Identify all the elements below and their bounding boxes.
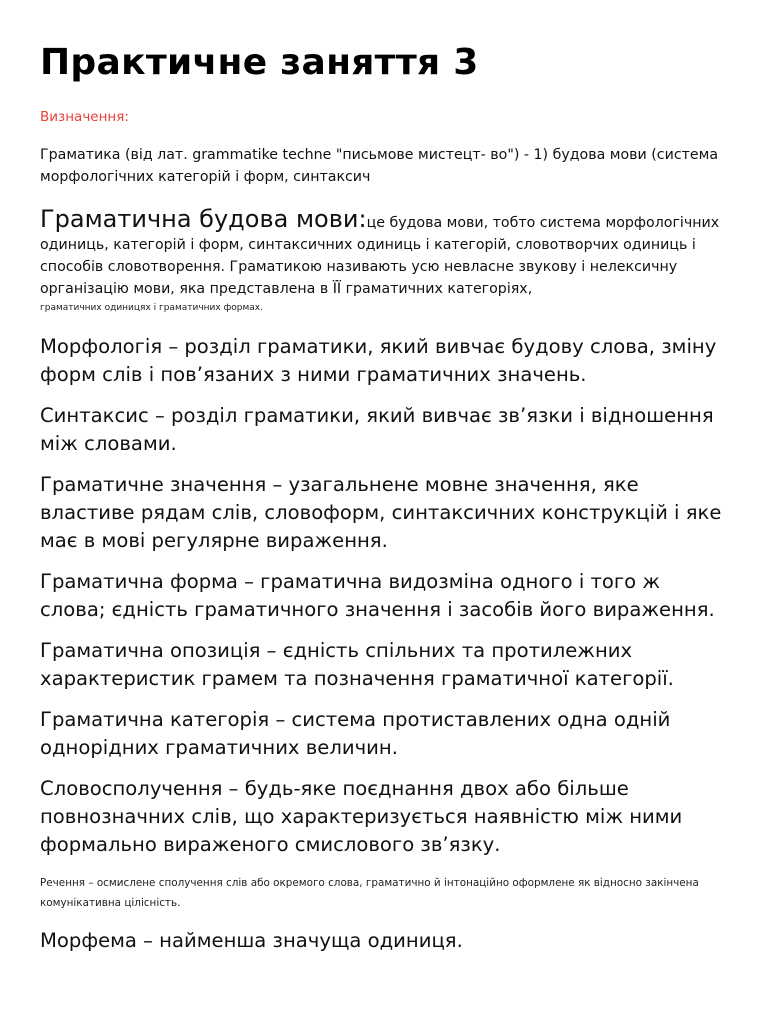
page-title: Практичне заняття 3 [40, 42, 479, 83]
sentence-definition: Речення – осмислене сполучення слів або окремого слова, граматично й інтонаційно оформлене як відносно закінчена комунікативна цілісність. [40, 877, 699, 909]
phrase-definition: Словосполучення – будь-яке поєднання двох або більше повнозначних слів, що характеризується наявністю між ними формально вираженого смислового зв’язку. [40, 777, 683, 856]
definitions-label: Визначення: [40, 109, 129, 125]
syntax-definition: Синтаксис – розділ граматики, який вивчає зв’язки і відношення між словами. [40, 404, 714, 455]
grammatical-meaning-definition: Граматичне значення – узагальнене мовне значення, яке властиве рядам слів, словоформ, синтаксичних конструкцій і яке має в мові регулярне вираження. [40, 473, 722, 552]
grammar-structure-lead: Граматична будова мови: [40, 205, 367, 233]
grammatical-opposition-definition: Граматична опозиція – єдність спільних та протилежних характеристик грамем та позначення граматичної категорії. [40, 639, 674, 690]
morpheme-definition: Морфема – найменша значуща одиниця. [40, 929, 463, 952]
morphology-definition: Морфологія – розділ граматики, який вивчає будову слова, зміну форм слів і пов’язаних з ними граматичних значень. [40, 335, 717, 386]
grammatical-form-definition: Граматична форма – граматична видозміна одного і того ж слова; єдність граматичного значення і засобів його вираження. [40, 570, 715, 621]
grammatical-category-definition: Граматична категорія – система протиставлених одна одній однорідних граматичних величин. [40, 708, 671, 759]
grammar-structure-tail: граматичних одиницях і граматичних формах. [40, 303, 263, 313]
grammar-intro-paragraph: Граматика (від лат. grammatike techne "письмове мистецт- во") - 1) будова мови (система морфологічних категорій і форм, синтаксич [40, 147, 719, 185]
grammar-structure-body: це будова мови, тобто система морфологічних одиниць, категорій і форм, синтаксичних одиниць і категорій, словотворчих одиниць і способів словотворення. Граматикою називають усю невласне звукову і нелексичну організацію мови, яка представлена в ЇЇ граматичних категоріях, [40, 215, 720, 297]
grammar-structure-paragraph [40, 206, 728, 316]
